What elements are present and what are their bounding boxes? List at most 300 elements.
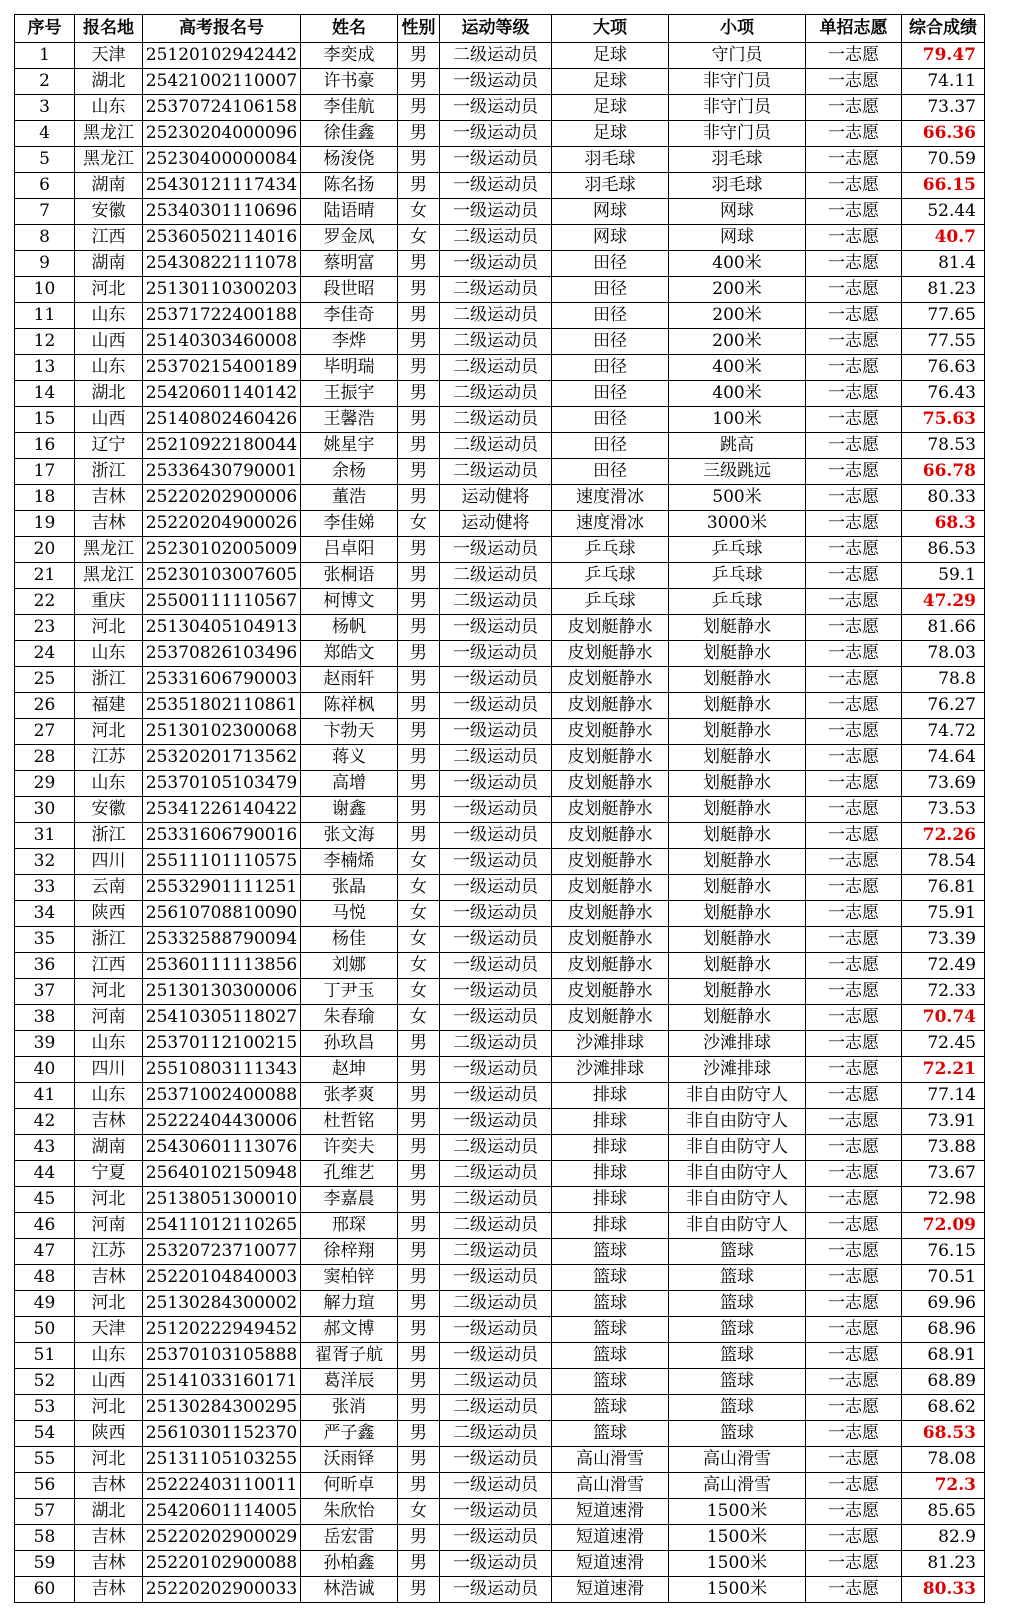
cell-gender: 男 — [398, 771, 440, 797]
cell-level: 二级运动员 — [440, 381, 552, 407]
cell-region: 河北 — [75, 1447, 143, 1473]
cell-gender: 男 — [398, 563, 440, 589]
cell-event: 皮划艇静水 — [552, 979, 669, 1005]
cell-event: 皮划艇静水 — [552, 771, 669, 797]
cell-exam-id: 25130130300006 — [143, 979, 301, 1005]
cell-region: 湖北 — [75, 381, 143, 407]
cell-no: 40 — [15, 1057, 75, 1083]
cell-choice: 一志愿 — [806, 1369, 902, 1395]
cell-region: 吉林 — [75, 1265, 143, 1291]
cell-level: 二级运动员 — [440, 407, 552, 433]
table-row — [15, 1343, 985, 1369]
cell-name: 孔维艺 — [301, 1161, 398, 1187]
cell-level: 二级运动员 — [440, 745, 552, 771]
cell-event: 田径 — [552, 433, 669, 459]
cell-score: 76.81 — [902, 875, 985, 901]
cell-exam-id: 25420601114005 — [143, 1499, 301, 1525]
cell-gender: 男 — [398, 1577, 440, 1603]
cell-no: 6 — [15, 173, 75, 199]
table-row — [15, 1057, 985, 1083]
cell-gender: 女 — [398, 225, 440, 251]
cell-exam-id: 25220202900029 — [143, 1525, 301, 1551]
cell-sub-event: 非自由防守人 — [669, 1161, 806, 1187]
cell-region: 吉林 — [75, 511, 143, 537]
cell-gender: 女 — [398, 875, 440, 901]
cell-event: 排球 — [552, 1161, 669, 1187]
cell-exam-id: 25320723710077 — [143, 1239, 301, 1265]
cell-gender: 男 — [398, 615, 440, 641]
cell-level: 一级运动员 — [440, 1473, 552, 1499]
cell-gender: 男 — [398, 745, 440, 771]
cell-name: 孙柏鑫 — [301, 1551, 398, 1577]
cell-choice: 一志愿 — [806, 537, 902, 563]
cell-exam-id: 25370103105888 — [143, 1343, 301, 1369]
cell-name: 严子鑫 — [301, 1421, 398, 1447]
cell-exam-id: 25331606790003 — [143, 667, 301, 693]
cell-region: 江西 — [75, 953, 143, 979]
cell-level: 一级运动员 — [440, 953, 552, 979]
cell-no: 14 — [15, 381, 75, 407]
cell-gender: 男 — [398, 589, 440, 615]
cell-exam-id: 25510803111343 — [143, 1057, 301, 1083]
cell-gender: 女 — [398, 901, 440, 927]
cell-no: 44 — [15, 1161, 75, 1187]
cell-name: 姚星宇 — [301, 433, 398, 459]
cell-choice: 一志愿 — [806, 667, 902, 693]
cell-level: 二级运动员 — [440, 433, 552, 459]
cell-no: 48 — [15, 1265, 75, 1291]
table-row — [15, 979, 985, 1005]
cell-choice: 一志愿 — [806, 719, 902, 745]
table-row — [15, 485, 985, 511]
cell-choice: 一志愿 — [806, 1499, 902, 1525]
cell-name: 窦柏锌 — [301, 1265, 398, 1291]
cell-score: 72.45 — [902, 1031, 985, 1057]
cell-name: 余杨 — [301, 459, 398, 485]
cell-gender: 男 — [398, 719, 440, 745]
cell-event: 皮划艇静水 — [552, 849, 669, 875]
cell-score: 52.44 — [902, 199, 985, 225]
header-no: 序号 — [15, 15, 75, 43]
cell-score: 66.15 — [902, 173, 985, 199]
cell-no: 36 — [15, 953, 75, 979]
cell-name: 邢琛 — [301, 1213, 398, 1239]
cell-score: 76.27 — [902, 693, 985, 719]
cell-name: 朱欣怡 — [301, 1499, 398, 1525]
table-row — [15, 615, 985, 641]
cell-sub-event: 高山滑雪 — [669, 1447, 806, 1473]
cell-sub-event: 篮球 — [669, 1343, 806, 1369]
cell-exam-id: 25131105103255 — [143, 1447, 301, 1473]
cell-no: 35 — [15, 927, 75, 953]
cell-event: 网球 — [552, 199, 669, 225]
cell-gender: 男 — [398, 1421, 440, 1447]
cell-level: 二级运动员 — [440, 589, 552, 615]
cell-region: 重庆 — [75, 589, 143, 615]
cell-sub-event: 沙滩排球 — [669, 1031, 806, 1057]
cell-exam-id: 25511101110575 — [143, 849, 301, 875]
cell-score: 70.51 — [902, 1265, 985, 1291]
cell-level: 一级运动员 — [440, 1525, 552, 1551]
cell-no: 50 — [15, 1317, 75, 1343]
cell-score: 72.33 — [902, 979, 985, 1005]
cell-event: 篮球 — [552, 1369, 669, 1395]
cell-sub-event: 200米 — [669, 303, 806, 329]
cell-no: 52 — [15, 1369, 75, 1395]
cell-event: 高山滑雪 — [552, 1447, 669, 1473]
cell-exam-id: 25370826103496 — [143, 641, 301, 667]
cell-level: 二级运动员 — [440, 329, 552, 355]
cell-choice: 一志愿 — [806, 1317, 902, 1343]
cell-region: 宁夏 — [75, 1161, 143, 1187]
cell-no: 19 — [15, 511, 75, 537]
cell-event: 田径 — [552, 459, 669, 485]
cell-exam-id: 25230103007605 — [143, 563, 301, 589]
cell-sub-event: 羽毛球 — [669, 173, 806, 199]
cell-region: 河北 — [75, 277, 143, 303]
cell-region: 山东 — [75, 303, 143, 329]
cell-no: 59 — [15, 1551, 75, 1577]
cell-region: 陕西 — [75, 1421, 143, 1447]
cell-gender: 男 — [398, 1265, 440, 1291]
cell-score: 69.96 — [902, 1291, 985, 1317]
results-table — [14, 14, 985, 1603]
cell-gender: 男 — [398, 251, 440, 277]
cell-choice: 一志愿 — [806, 875, 902, 901]
cell-event: 皮划艇静水 — [552, 875, 669, 901]
cell-gender: 女 — [398, 511, 440, 537]
header-gender: 性别 — [398, 15, 440, 43]
cell-region: 湖南 — [75, 173, 143, 199]
cell-level: 一级运动员 — [440, 95, 552, 121]
cell-score: 70.59 — [902, 147, 985, 173]
cell-no: 2 — [15, 69, 75, 95]
table-row — [15, 667, 985, 693]
cell-score: 74.11 — [902, 69, 985, 95]
cell-exam-id: 25120102942442 — [143, 43, 301, 69]
cell-exam-id: 25360111113856 — [143, 953, 301, 979]
cell-level: 一级运动员 — [440, 1551, 552, 1577]
cell-score: 72.21 — [902, 1057, 985, 1083]
cell-level: 一级运动员 — [440, 641, 552, 667]
cell-gender: 男 — [398, 459, 440, 485]
cell-choice: 一志愿 — [806, 953, 902, 979]
cell-region: 江苏 — [75, 1239, 143, 1265]
cell-name: 朱春瑜 — [301, 1005, 398, 1031]
cell-no: 3 — [15, 95, 75, 121]
cell-region: 河北 — [75, 615, 143, 641]
cell-choice: 一志愿 — [806, 277, 902, 303]
cell-region: 黑龙江 — [75, 147, 143, 173]
cell-gender: 男 — [398, 69, 440, 95]
header-row — [15, 15, 985, 43]
cell-no: 51 — [15, 1343, 75, 1369]
header-name: 姓名 — [301, 15, 398, 43]
cell-event: 篮球 — [552, 1265, 669, 1291]
cell-gender: 女 — [398, 979, 440, 1005]
cell-event: 篮球 — [552, 1291, 669, 1317]
cell-region: 江苏 — [75, 745, 143, 771]
cell-exam-id: 25140802460426 — [143, 407, 301, 433]
cell-gender: 男 — [398, 95, 440, 121]
cell-no: 21 — [15, 563, 75, 589]
cell-exam-id: 25420601140142 — [143, 381, 301, 407]
cell-score: 68.91 — [902, 1343, 985, 1369]
table-row — [15, 1525, 985, 1551]
cell-score: 66.36 — [902, 121, 985, 147]
cell-no: 15 — [15, 407, 75, 433]
cell-level: 一级运动员 — [440, 849, 552, 875]
cell-event: 排球 — [552, 1213, 669, 1239]
table-row — [15, 95, 985, 121]
cell-level: 二级运动员 — [440, 1161, 552, 1187]
cell-gender: 男 — [398, 1161, 440, 1187]
table-row — [15, 1447, 985, 1473]
cell-score: 78.54 — [902, 849, 985, 875]
cell-sub-event: 篮球 — [669, 1265, 806, 1291]
cell-no: 33 — [15, 875, 75, 901]
cell-name: 毕明瑞 — [301, 355, 398, 381]
cell-score: 76.43 — [902, 381, 985, 407]
cell-no: 53 — [15, 1395, 75, 1421]
table-row — [15, 1421, 985, 1447]
cell-choice: 一志愿 — [806, 1161, 902, 1187]
cell-exam-id: 25230102005009 — [143, 537, 301, 563]
cell-region: 湖南 — [75, 251, 143, 277]
cell-name: 赵雨轩 — [301, 667, 398, 693]
cell-sub-event: 500米 — [669, 485, 806, 511]
cell-event: 沙滩排球 — [552, 1057, 669, 1083]
table-row — [15, 563, 985, 589]
cell-score: 80.33 — [902, 485, 985, 511]
table-row — [15, 381, 985, 407]
table-row — [15, 849, 985, 875]
cell-no: 9 — [15, 251, 75, 277]
cell-sub-event: 100米 — [669, 407, 806, 433]
cell-region: 福建 — [75, 693, 143, 719]
cell-no: 17 — [15, 459, 75, 485]
cell-event: 排球 — [552, 1135, 669, 1161]
cell-score: 40.7 — [902, 225, 985, 251]
cell-event: 田径 — [552, 277, 669, 303]
cell-event: 田径 — [552, 407, 669, 433]
cell-sub-event: 划艇静水 — [669, 823, 806, 849]
cell-no: 5 — [15, 147, 75, 173]
table-row — [15, 771, 985, 797]
cell-gender: 男 — [398, 1551, 440, 1577]
cell-region: 四川 — [75, 849, 143, 875]
cell-name: 徐佳鑫 — [301, 121, 398, 147]
table-row — [15, 199, 985, 225]
cell-choice: 一志愿 — [806, 69, 902, 95]
table-row — [15, 329, 985, 355]
results-table-wrapper — [14, 14, 985, 1603]
cell-name: 杨浚侥 — [301, 147, 398, 173]
cell-level: 一级运动员 — [440, 1057, 552, 1083]
table-row — [15, 537, 985, 563]
table-row — [15, 173, 985, 199]
cell-score: 82.9 — [902, 1525, 985, 1551]
cell-event: 沙滩排球 — [552, 1031, 669, 1057]
cell-no: 11 — [15, 303, 75, 329]
cell-name: 沃雨铎 — [301, 1447, 398, 1473]
cell-score: 73.91 — [902, 1109, 985, 1135]
table-row — [15, 355, 985, 381]
cell-level: 一级运动员 — [440, 147, 552, 173]
table-body — [15, 43, 985, 1603]
cell-gender: 女 — [398, 1499, 440, 1525]
cell-level: 一级运动员 — [440, 1447, 552, 1473]
cell-score: 78.53 — [902, 433, 985, 459]
cell-exam-id: 25371002400088 — [143, 1083, 301, 1109]
table-row — [15, 1499, 985, 1525]
cell-gender: 男 — [398, 1083, 440, 1109]
cell-gender: 男 — [398, 121, 440, 147]
cell-event: 足球 — [552, 43, 669, 69]
cell-choice: 一志愿 — [806, 771, 902, 797]
cell-score: 81.23 — [902, 1551, 985, 1577]
cell-level: 一级运动员 — [440, 797, 552, 823]
cell-exam-id: 25411012110265 — [143, 1213, 301, 1239]
cell-name: 张消 — [301, 1395, 398, 1421]
cell-score: 86.53 — [902, 537, 985, 563]
cell-exam-id: 25230400000084 — [143, 147, 301, 173]
table-row — [15, 1031, 985, 1057]
cell-region: 湖北 — [75, 1499, 143, 1525]
cell-name: 李佳航 — [301, 95, 398, 121]
cell-score: 81.4 — [902, 251, 985, 277]
cell-name: 李嘉晨 — [301, 1187, 398, 1213]
cell-exam-id: 25210922180044 — [143, 433, 301, 459]
cell-no: 55 — [15, 1447, 75, 1473]
cell-choice: 一志愿 — [806, 901, 902, 927]
cell-sub-event: 1500米 — [669, 1577, 806, 1603]
cell-no: 57 — [15, 1499, 75, 1525]
cell-score: 73.88 — [902, 1135, 985, 1161]
cell-sub-event: 篮球 — [669, 1317, 806, 1343]
cell-score: 76.63 — [902, 355, 985, 381]
cell-sub-event: 乒乓球 — [669, 537, 806, 563]
cell-choice: 一志愿 — [806, 459, 902, 485]
table-row — [15, 1109, 985, 1135]
cell-level: 一级运动员 — [440, 719, 552, 745]
cell-gender: 男 — [398, 693, 440, 719]
cell-event: 皮划艇静水 — [552, 953, 669, 979]
cell-region: 山西 — [75, 407, 143, 433]
cell-level: 一级运动员 — [440, 251, 552, 277]
cell-region: 安徽 — [75, 199, 143, 225]
cell-exam-id: 25370105103479 — [143, 771, 301, 797]
cell-gender: 男 — [398, 147, 440, 173]
cell-sub-event: 非自由防守人 — [669, 1109, 806, 1135]
cell-sub-event: 非守门员 — [669, 121, 806, 147]
cell-choice: 一志愿 — [806, 1187, 902, 1213]
cell-choice: 一志愿 — [806, 225, 902, 251]
cell-event: 田径 — [552, 329, 669, 355]
cell-name: 赵坤 — [301, 1057, 398, 1083]
table-row — [15, 693, 985, 719]
cell-exam-id: 25230204000096 — [143, 121, 301, 147]
cell-name: 李烨 — [301, 329, 398, 355]
cell-choice: 一志愿 — [806, 147, 902, 173]
cell-score: 68.89 — [902, 1369, 985, 1395]
cell-no: 7 — [15, 199, 75, 225]
cell-exam-id: 25610708810090 — [143, 901, 301, 927]
cell-gender: 男 — [398, 355, 440, 381]
cell-event: 皮划艇静水 — [552, 693, 669, 719]
cell-event: 篮球 — [552, 1317, 669, 1343]
cell-sub-event: 1500米 — [669, 1551, 806, 1577]
cell-name: 李佳奇 — [301, 303, 398, 329]
cell-region: 吉林 — [75, 1577, 143, 1603]
cell-name: 陈名扬 — [301, 173, 398, 199]
cell-choice: 一志愿 — [806, 1551, 902, 1577]
cell-sub-event: 篮球 — [669, 1369, 806, 1395]
cell-gender: 男 — [398, 1369, 440, 1395]
cell-level: 二级运动员 — [440, 355, 552, 381]
cell-gender: 男 — [398, 1291, 440, 1317]
table-row — [15, 1473, 985, 1499]
cell-exam-id: 25140303460008 — [143, 329, 301, 355]
cell-choice: 一志愿 — [806, 381, 902, 407]
cell-score: 68.62 — [902, 1395, 985, 1421]
cell-choice: 一志愿 — [806, 1265, 902, 1291]
table-row — [15, 927, 985, 953]
cell-level: 二级运动员 — [440, 225, 552, 251]
cell-choice: 一志愿 — [806, 849, 902, 875]
cell-score: 74.72 — [902, 719, 985, 745]
cell-event: 足球 — [552, 69, 669, 95]
cell-gender: 女 — [398, 199, 440, 225]
cell-choice: 一志愿 — [806, 563, 902, 589]
cell-level: 一级运动员 — [440, 1317, 552, 1343]
cell-score: 74.64 — [902, 745, 985, 771]
cell-region: 河北 — [75, 1187, 143, 1213]
header-choice: 单招志愿 — [806, 15, 902, 43]
cell-sub-event: 划艇静水 — [669, 927, 806, 953]
cell-score: 81.66 — [902, 615, 985, 641]
cell-no: 25 — [15, 667, 75, 693]
cell-exam-id: 25500111110567 — [143, 589, 301, 615]
cell-no: 23 — [15, 615, 75, 641]
cell-sub-event: 网球 — [669, 225, 806, 251]
cell-exam-id: 25430121117434 — [143, 173, 301, 199]
cell-sub-event: 划艇静水 — [669, 849, 806, 875]
cell-choice: 一志愿 — [806, 173, 902, 199]
table-row — [15, 121, 985, 147]
cell-event: 高山滑雪 — [552, 1473, 669, 1499]
cell-level: 一级运动员 — [440, 121, 552, 147]
cell-no: 10 — [15, 277, 75, 303]
cell-region: 河北 — [75, 1291, 143, 1317]
cell-choice: 一志愿 — [806, 485, 902, 511]
cell-event: 皮划艇静水 — [552, 745, 669, 771]
cell-choice: 一志愿 — [806, 693, 902, 719]
table-row — [15, 901, 985, 927]
table-row — [15, 589, 985, 615]
cell-gender: 女 — [398, 953, 440, 979]
cell-sub-event: 划艇静水 — [669, 615, 806, 641]
cell-level: 一级运动员 — [440, 927, 552, 953]
cell-no: 39 — [15, 1031, 75, 1057]
cell-score: 66.78 — [902, 459, 985, 485]
cell-no: 22 — [15, 589, 75, 615]
cell-sub-event: 划艇静水 — [669, 1005, 806, 1031]
cell-gender: 男 — [398, 537, 440, 563]
cell-sub-event: 守门员 — [669, 43, 806, 69]
cell-region: 浙江 — [75, 823, 143, 849]
cell-exam-id: 25220202900033 — [143, 1577, 301, 1603]
